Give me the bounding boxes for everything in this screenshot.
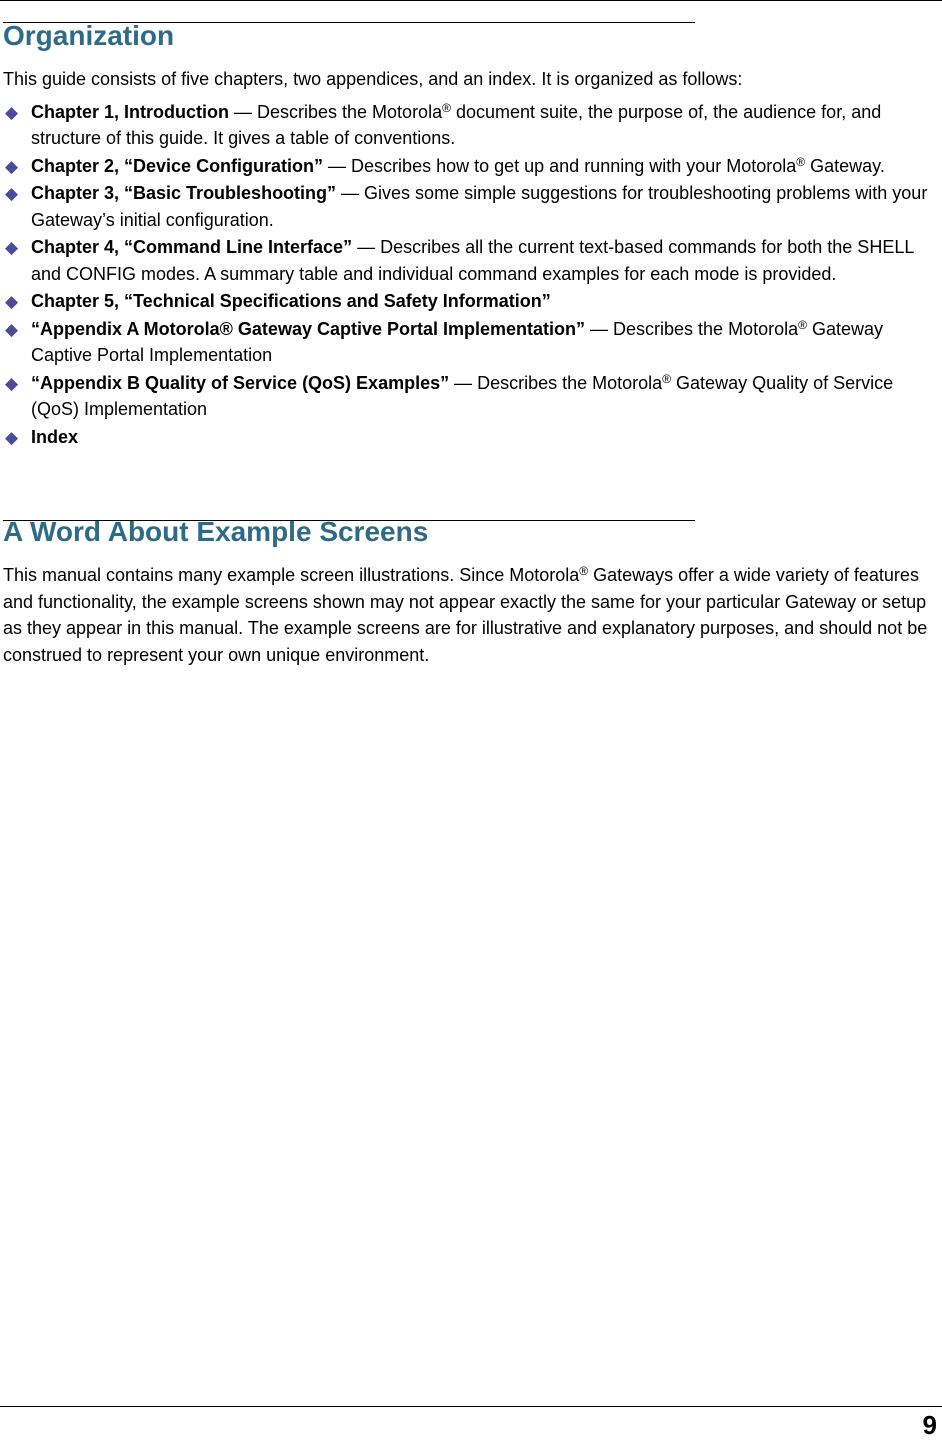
diamond-bullet-icon: ◆ xyxy=(5,427,19,448)
list-item: ◆ Chapter 2, “Device Configuration” — Describes how to get up and running with your Motorola® Gateway. xyxy=(5,154,885,177)
diamond-bullet-icon: ◆ xyxy=(5,102,19,123)
section-title-organization: Organization xyxy=(3,20,175,51)
diamond-bullet-icon: ◆ xyxy=(5,292,19,312)
list-item: ◆ Chapter 1, Introduction — Describes the Motorola® document suite, the purpose of, the audience for, and structure of this guide. It gives a table of conventions. xyxy=(5,100,882,148)
diamond-bullet-icon: ◆ xyxy=(5,156,19,177)
list-item: ◆ “Appendix A Motorola® Gateway Captive Portal Implementation” — Describes the Motorola® Gateway Captive Portal Implementation xyxy=(5,317,883,365)
diamond-bullet-icon: ◆ xyxy=(5,238,19,258)
page-number: 9 xyxy=(922,1410,937,1440)
page-top-rule xyxy=(0,0,942,1)
list-item: ◆ Index xyxy=(5,426,79,448)
diamond-bullet-icon: ◆ xyxy=(5,373,19,394)
diamond-bullet-icon: ◆ xyxy=(5,319,19,340)
section-title-example-screens: A Word About Example Screens xyxy=(3,516,429,547)
list-item: ◆ Chapter 5, “Technical Specifications and Safety Information” xyxy=(5,291,551,312)
chapter-list xyxy=(3,99,938,451)
list-item: ◆ Chapter 4, “Command Line Interface” — Describes all the current text-based commands for both the SHELL and CONFIG modes. A summary table and individual command examples for each mode is provided. xyxy=(5,237,914,284)
list-item: ◆ “Appendix B Quality of Service (QoS) Examples” — Describes the Motorola® Gateway Quality of Service (QoS) Implementation xyxy=(5,371,894,419)
organization-intro: This guide consists of five chapters, two appendices, and an index. It is organized as follows: xyxy=(3,69,743,89)
list-item: ◆ Chapter 3, “Basic Troubleshooting” — Gives some simple suggestions for troubleshooting problems with your Gateway’s initial configuration. xyxy=(5,183,928,230)
page-bottom-rule xyxy=(0,1406,942,1407)
example-screens-paragraph: This manual contains many example screen illustrations. Since Motorola® Gateways offer a wide variety of features and functionality, the example screens shown may not appear exactly the same for your particular Gateway or setup as they appear in this manual. The example screens are for illustrative and explanatory purposes, and should not be construed to represent your own unique environment. xyxy=(3,564,928,665)
diamond-bullet-icon: ◆ xyxy=(5,184,19,204)
